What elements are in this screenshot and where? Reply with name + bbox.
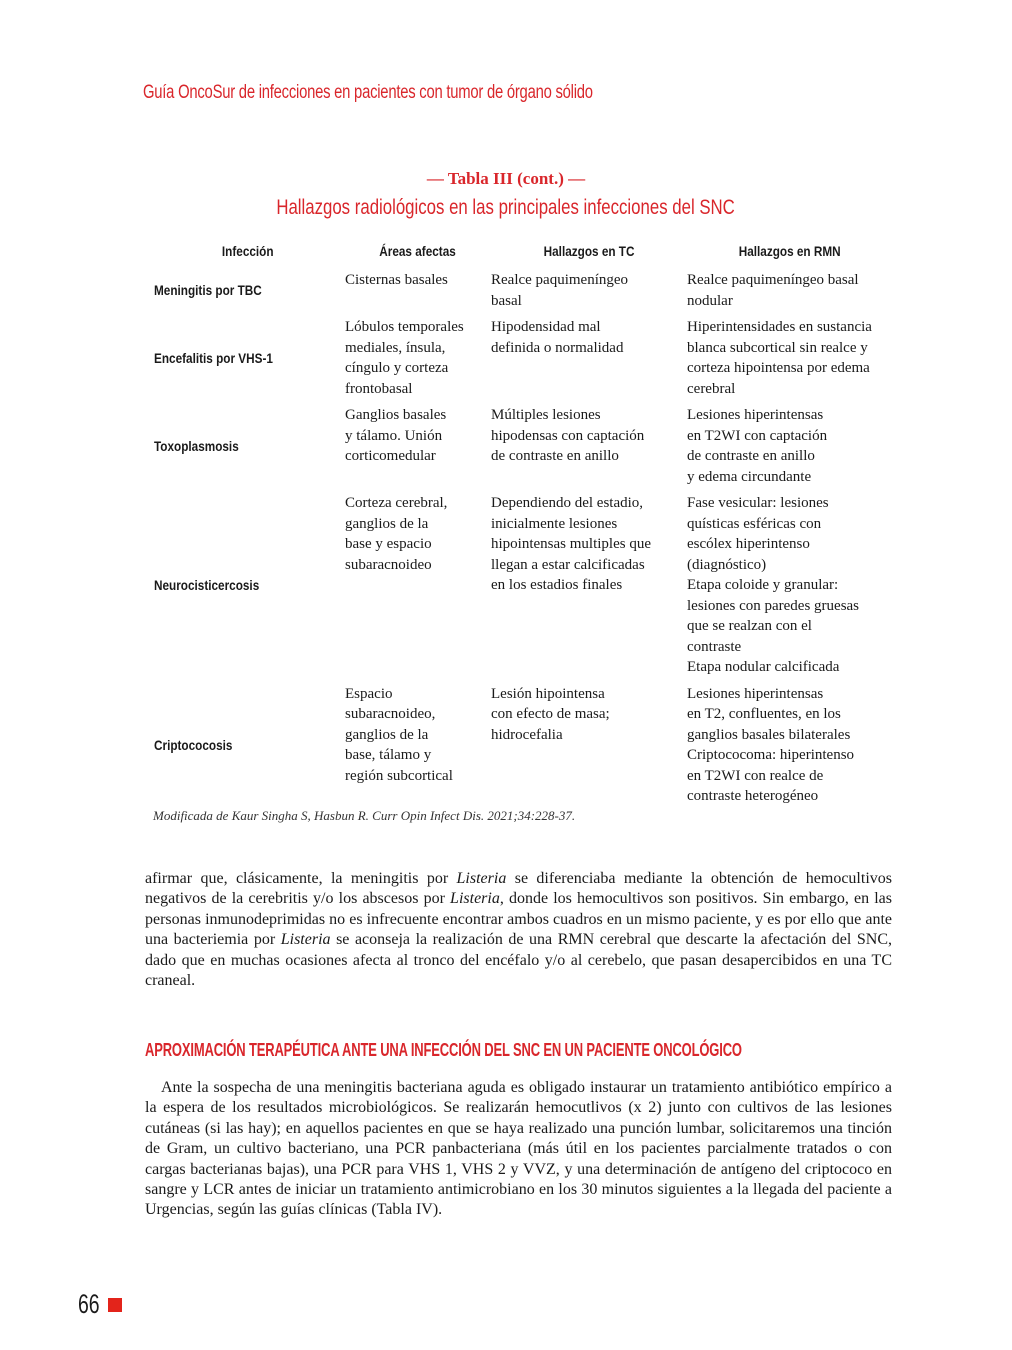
cell-infection: Neurocisticercosis xyxy=(154,577,260,593)
cell-areas: Corteza cerebral, ganglios de la base y espacio subaracnoideo xyxy=(345,495,448,573)
table-header-row xyxy=(150,240,892,270)
cell-infection: Meningitis por TBC xyxy=(154,282,262,299)
body-paragraph-2: Ante la sospecha de una meningitis bacteriana aguda es obligado instaurar un tratamiento antibiótico empírico a la espera de los resultados microbiológicos. Se realizarán hemocutlivos (x 2) junto con cultivos de las lesiones cutáneas (si las hay); en aquellos pacientes en que se haya realizado una punción lumbar, solicitaremos una tinción de Gram, un cultivo bacteriano, una PCR panbacteriana (más útil en los pacientes parcialmente tratados o con cargas bacterianas bajas), una PCR para VHS 1, VHS 2 y VVZ, y una determinación de antígeno del criptococo en sangre y LCR antes de iniciar un tratamiento antimicrobiano en los 30 minutos siguientes a la llegada del paciente a Urgencias, según las guías clínicas (Tabla IV). xyxy=(145,1079,892,1219)
cell-tc: Dependiendo del estadio, inicialmente lesiones hipointensas multiples que llegan a estar calcificadas en los estadios finales xyxy=(491,495,651,593)
running-header: Guía OncoSur de infecciones en pacientes con tumor de órgano sólido xyxy=(143,82,593,103)
cell-areas: Lóbulos temporales mediales, ínsula, cíngulo y corteza frontobasal xyxy=(345,319,464,397)
cell-tc: Realce paquimeníngeo basal xyxy=(491,272,629,309)
cell-tc: Múltiples lesiones hipodensas con captación de contraste en anillo xyxy=(491,407,645,464)
cell-rmn: Hiperintensidades en sustancia blanca subcortical sin realce y corteza hipointensa por edema cerebral xyxy=(687,319,872,397)
table-row xyxy=(150,405,892,493)
table-title-text: Hallazgos radiológicos en las principales infecciones del SNC xyxy=(276,196,736,219)
cell-areas: Ganglios basales y tálamo. Unión corticomedular xyxy=(345,407,447,464)
table-row xyxy=(150,317,892,405)
cell-tc: Hipodensidad mal definida o normalidad xyxy=(491,319,624,356)
cell-rmn: Realce paquimeníngeo basal nodular xyxy=(687,272,859,309)
cell-rmn: Lesiones hiperintensas en T2WI con captación de contraste en anillo y edema circundante xyxy=(687,407,828,485)
cell-areas: Espacio subaracnoideo, ganglios de la base, tálamo y región subcortical xyxy=(345,685,453,784)
header-areas: Áreas afectas xyxy=(379,242,457,259)
cell-rmn: Lesiones hiperintensas en T2, confluentes, en los ganglios basales bilaterales Criptococoma: hiperintenso en T2WI con realce de contraste heterogéneo xyxy=(687,685,855,804)
cell-infection: Toxoplasmosis xyxy=(154,437,239,454)
table-row xyxy=(150,684,892,813)
table-title xyxy=(0,196,1012,220)
header-infection: Infección xyxy=(221,242,274,259)
findings-table xyxy=(150,240,892,813)
body-paragraph-1: afirmar que, clásicamente, la meningitis por Listeria se diferenciaba mediante la obtención de hemocultivos negativos de la cerebritis y/o los abscesos por Listeria, donde los hemocultivos son positivos. Sin embargo, en las personas inmunodeprimidas no es infrecuente encontrar ambos cuadros en un mismo paciente, y es por ello que ante una bacteriemia por Listeria se aconseja la realización de una RMN cerebral que descarte la afectación del SNC, dado que en muchas ocasiones afecta al tronco del encéfalo y/o al cerebelo, que pasan desapercibidos en una TC craneal. xyxy=(145,870,893,990)
emphasis-listeria: Listeria xyxy=(450,890,500,908)
table-row xyxy=(150,270,892,317)
header-tc: Hallazgos en TC xyxy=(543,242,635,259)
section-heading: APROXIMACIÓN TERAPÉUTICA ANTE UNA INFECCIÓN DEL SNC EN UN PACIENTE ONCOLÓGICO xyxy=(145,1040,742,1060)
table-label: — Tabla III (cont.) — xyxy=(426,169,586,188)
cell-rmn: Fase vesicular: lesiones quísticas esféricas con escólex hiperintenso (diagnóstico) Etapa coloide y granular: lesiones con paredes gruesas que se realzan con el contraste Etapa nodular calcificada xyxy=(687,495,860,675)
table-source-note: Modificada de Kaur Singha S, Hasbun R. Curr Opin Infect Dis. 2021;34:228-37. xyxy=(153,808,576,823)
cell-areas: Cisternas basales xyxy=(345,272,448,288)
cell-tc: Lesión hipointensa con efecto de masa; hidrocefalia xyxy=(491,685,610,743)
page-number: 66 xyxy=(78,1289,100,1319)
page-marker-square xyxy=(108,1298,122,1312)
cell-infection: Encefalitis por VHS-1 xyxy=(154,349,273,366)
emphasis-listeria: Listeria xyxy=(456,870,507,887)
header-rmn: Hallazgos en RMN xyxy=(738,242,841,259)
table-row xyxy=(150,493,892,684)
cell-infection: Criptococosis xyxy=(154,736,233,753)
emphasis-listeria: Listeria xyxy=(280,931,331,949)
